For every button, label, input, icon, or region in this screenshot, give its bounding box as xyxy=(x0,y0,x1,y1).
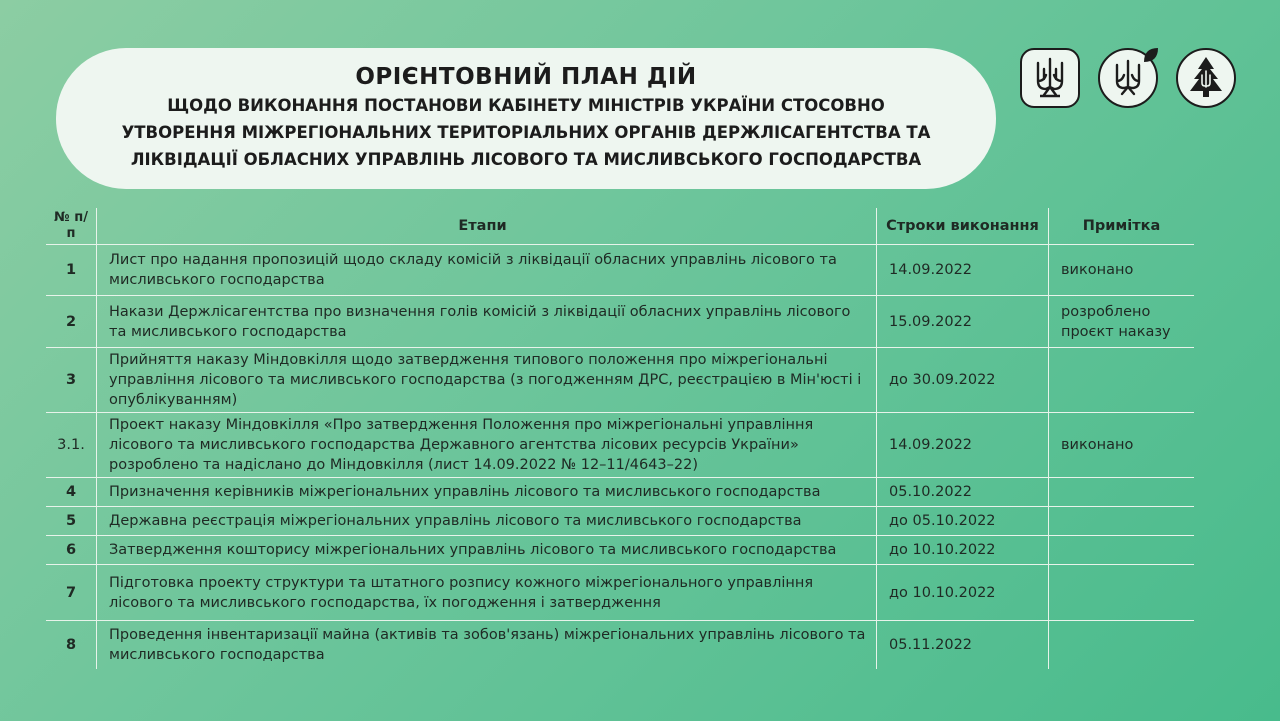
page-title: ОРІЄНТОВНИЙ ПЛАН ДІЙ xyxy=(355,64,697,90)
row-stage: Проведення інвентаризації майна (активів та зобов'язань) міжрегіональних управлінь лісового та мисливського господарства xyxy=(97,621,877,669)
row-stage: Проект наказу Міндовкілля «Про затвердження Положення про міжрегіональні управління лісового та мисливського господарства Державного агентства лісових ресурсів України» розроблено та надіслано до Міндовкілля (лист 14.09.2022 № 12–11/4643–22) xyxy=(97,413,877,477)
table-row xyxy=(46,348,1194,413)
table-row xyxy=(46,413,1194,478)
row-deadline: 14.09.2022 xyxy=(877,413,1049,477)
row-number: 7 xyxy=(46,565,97,620)
row-number: 1 xyxy=(46,245,97,295)
row-deadline: до 10.10.2022 xyxy=(877,565,1049,620)
trident-leaf-emblem-icon xyxy=(1098,48,1158,108)
row-number: 8 xyxy=(46,621,97,669)
row-note xyxy=(1049,621,1194,669)
row-stage: Лист про надання пропозицій щодо складу комісій з ліквідації обласних управлінь лісового та мисливського господарства xyxy=(97,245,877,295)
row-number: 6 xyxy=(46,536,97,564)
row-deadline: 14.09.2022 xyxy=(877,245,1049,295)
leaf-icon xyxy=(1142,46,1160,64)
trident-emblem-icon xyxy=(1020,48,1080,108)
row-note: розроблено проєкт наказу xyxy=(1061,303,1171,340)
row-stage: Прийняття наказу Міндовкілля щодо затвердження типового положення про міжрегіональні управління лісового та мисливського господарства (з погодженням ДРС, реєстрацією в Мін'юсті і опублікуванням) xyxy=(97,348,877,412)
logo-group xyxy=(1020,48,1236,108)
table-row xyxy=(46,621,1194,669)
table-row xyxy=(46,507,1194,536)
title-banner xyxy=(56,48,996,189)
row-note: виконано xyxy=(1061,262,1134,278)
action-plan-table xyxy=(46,208,1194,669)
column-header-deadline: Строки виконання xyxy=(877,208,1049,244)
table-row xyxy=(46,296,1194,348)
row-deadline: до 05.10.2022 xyxy=(877,507,1049,535)
row-deadline: 05.10.2022 xyxy=(877,478,1049,506)
table-row xyxy=(46,478,1194,507)
forest-agency-emblem-icon xyxy=(1176,48,1236,108)
row-stage: Затвердження кошторису міжрегіональних управлінь лісового та мисливського господарства xyxy=(97,536,877,564)
row-note: виконано xyxy=(1061,437,1134,453)
table-row xyxy=(46,565,1194,621)
table-row xyxy=(46,245,1194,296)
row-stage: Призначення керівників міжрегіональних управлінь лісового та мисливського господарства xyxy=(97,478,877,506)
row-deadline: 15.09.2022 xyxy=(877,296,1049,347)
row-stage: Державна реєстрація міжрегіональних управлінь лісового та мисливського господарства xyxy=(97,507,877,535)
row-number: 4 xyxy=(46,478,97,506)
column-header-num: № п/п xyxy=(46,208,97,244)
table-row xyxy=(46,536,1194,565)
row-number: 3.1. xyxy=(46,413,97,477)
row-deadline: 05.11.2022 xyxy=(877,621,1049,669)
page-subtitle-line-1: ЩОДО ВИКОНАННЯ ПОСТАНОВИ КАБІНЕТУ МІНІСТРІВ УКРАЇНИ СТОСОВНО xyxy=(167,96,885,115)
table-header-row xyxy=(46,208,1194,245)
row-number: 3 xyxy=(46,348,97,412)
row-note xyxy=(1049,507,1194,535)
row-deadline: до 10.10.2022 xyxy=(877,536,1049,564)
page-subtitle-line-2: УТВОРЕННЯ МІЖРЕГІОНАЛЬНИХ ТЕРИТОРІАЛЬНИХ ОРГАНІВ ДЕРЖЛІСАГЕНТСТВА ТА xyxy=(121,123,931,142)
row-note xyxy=(1049,565,1194,620)
row-number: 2 xyxy=(46,296,97,347)
row-note xyxy=(1049,478,1194,506)
page-subtitle-line-3: ЛІКВІДАЦІЇ ОБЛАСНИХ УПРАВЛІНЬ ЛІСОВОГО ТА МИСЛИВСЬКОГО ГОСПОДАРСТВА xyxy=(130,150,922,169)
column-header-note: Примітка xyxy=(1082,218,1161,234)
row-note xyxy=(1049,536,1194,564)
row-number: 5 xyxy=(46,507,97,535)
row-deadline: до 30.09.2022 xyxy=(877,348,1049,412)
row-note xyxy=(1049,348,1194,412)
row-stage: Підготовка проекту структури та штатного розпису кожного міжрегіонального управління лісового та мисливського господарства, їх погодження і затвердження xyxy=(97,565,877,620)
row-stage: Накази Держлісагентства про визначення голів комісій з ліквідації обласних управлінь лісового та мисливського господарства xyxy=(97,296,877,347)
column-header-stage: Етапи xyxy=(97,208,877,244)
